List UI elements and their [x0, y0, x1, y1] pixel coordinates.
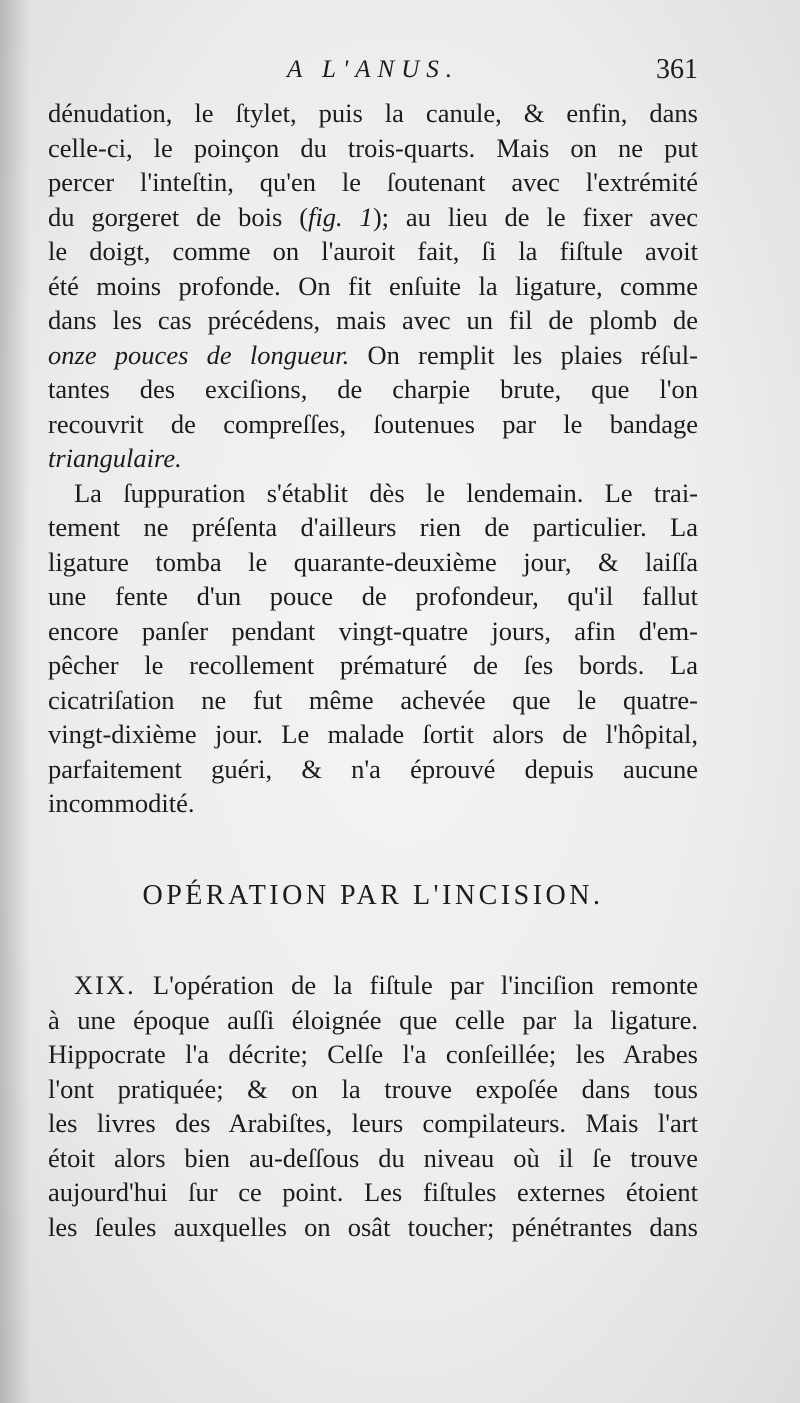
text-segment: On remplit les plaies réſul-	[349, 339, 698, 370]
text-line: été moins profonde. On fit enſuite la ligature, comme	[48, 270, 698, 301]
text-segment: La ſuppuration s'établit dès le lendemain. Le trai-	[74, 477, 698, 508]
text-line: vingt-dixième jour. Le malade ſortit alors de l'hôpital,	[48, 719, 698, 749]
text-line	[48, 200, 698, 235]
text-line: à une époque auſſi éloignée que celle par la ligature.	[48, 1004, 698, 1035]
text-segment: du gorgeret de bois (	[48, 201, 309, 232]
text-line: les livres des Arabiſtes, leurs compilateurs. Mais l'art	[48, 1108, 698, 1138]
text-line: tement ne préſenta d'ailleurs rien de particulier. La	[48, 512, 698, 542]
page-header	[48, 52, 698, 92]
text-line: une fente d'un pouce de profondeur, qu'il fallut	[48, 581, 698, 611]
text-line: dénudation, le ſtylet, puis la canule, & enfin, dans	[48, 98, 698, 128]
text-line: ligature tomba le quarante-deuxième jour, & laiſſa	[48, 546, 698, 577]
text-line: incommodité.	[48, 788, 195, 818]
text-line: triangulaire.	[48, 443, 182, 473]
text-line: recouvrit de compreſſes, ſoutenues par le bandage	[48, 408, 698, 439]
text-line: celle-ci, le poinçon du trois-quarts. Mais on ne put	[48, 132, 698, 163]
body-text-top	[48, 96, 698, 821]
text-line: l'ont pratiquée; & on la trouve expoſée dans tous	[48, 1073, 698, 1104]
text-line	[48, 338, 698, 373]
italic-phrase: onze pouces de longueur.	[48, 339, 350, 370]
paragraph	[48, 476, 698, 821]
section-numeral: XIX.	[74, 970, 136, 1000]
text-line: Hippocrate l'a décrite; Celſe l'a conſeillée; les Arabes	[48, 1039, 698, 1069]
page-number: 361	[656, 54, 698, 85]
text-line: étoit alors bien au-deſſous du niveau où il ſe trouve	[48, 1142, 698, 1173]
text-line: pêcher le recollement prématuré de ſes bords. La	[48, 650, 698, 680]
text-line: le doigt, comme on l'auroit fait, ſi la fiſtule avoit	[48, 236, 698, 266]
text-segment: L'opération de la fiſtule par l'inciſion remonte	[135, 970, 698, 1000]
text-line: aujourd'hui ſur ce point. Les fiſtules externes étoient	[48, 1177, 698, 1207]
text-line: encore panſer pendant vingt-quatre jours, afin d'em-	[48, 615, 698, 646]
text-line: cicatriſation ne fut même achevée que le quatre-	[48, 684, 698, 715]
paragraph	[48, 96, 698, 476]
text-line: les ſeules auxquelles on osât toucher; pénétrantes dans	[48, 1211, 698, 1242]
figure-reference: fig. 1	[308, 201, 373, 232]
running-title: A L'ANUS.	[286, 56, 460, 83]
text-line: tantes des exciſions, de charpie brute, que l'on	[48, 374, 698, 404]
text-line	[48, 968, 698, 1003]
body-text-bottom	[48, 968, 698, 1244]
section-heading: OPÉRATION PAR L'INCISION.	[142, 880, 604, 911]
text-line	[48, 476, 698, 511]
text-line: percer l'inteſtin, qu'en le ſoutenant avec l'extrémité	[48, 167, 698, 197]
page-gutter-shadow	[0, 0, 30, 1403]
text-line: parfaitement guéri, & n'a éprouvé depuis aucune	[48, 753, 698, 784]
text-line: dans les cas précédens, mais avec un fil de plomb de	[48, 305, 698, 335]
text-segment: ); au lieu de le fixer avec	[372, 201, 698, 232]
